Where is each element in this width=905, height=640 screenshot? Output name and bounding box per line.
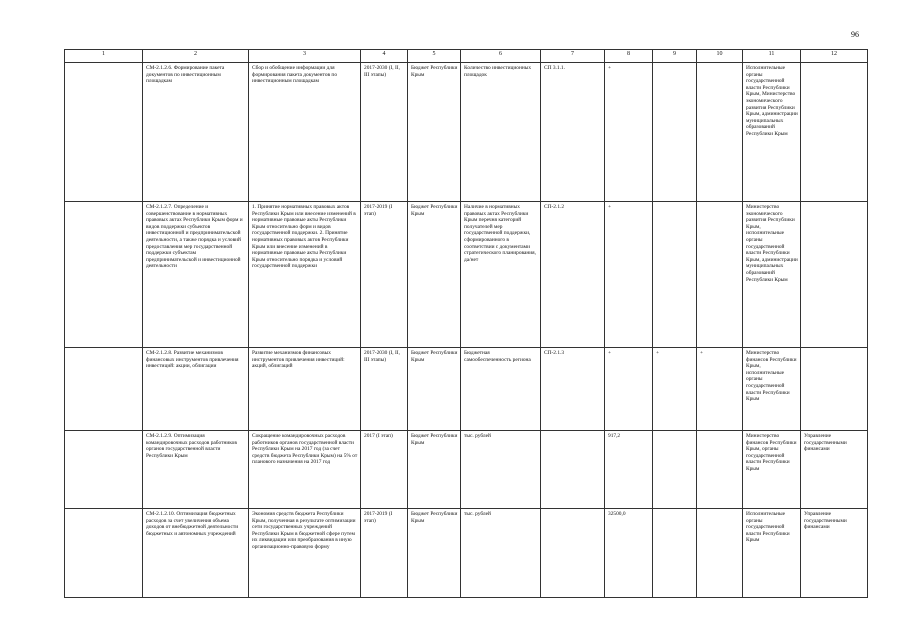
cell-funding-source: Бюджет Республики Крым	[408, 348, 461, 431]
cell-indicator: Наличие в нормативных правовых актах Республики Крым перечня категорий получателей мер государственной поддержки, сформированного в соответствии с документами стратегического планирования, да/нет	[461, 202, 541, 348]
cell-activity: Развитие механизмов финансовых инструментов привлечения инвестиций: акций, облигаций	[249, 348, 361, 431]
cell-indicator: Бюджетная самообеспеченность региона	[461, 348, 541, 431]
cell-stage-3: +	[697, 348, 743, 431]
cell-stage-1: 32500,0	[605, 509, 653, 598]
cell-program-ref: СП-2.1.2	[541, 202, 605, 348]
cell-stage-2	[653, 63, 697, 202]
cell-measure-code: СМ-2.1.2.10. Оптимизация бюджетных расходов за счет увеличения объема доходов от внебюджетной деятельности бюджетных и автономных учреждений	[143, 509, 249, 598]
cell-program: Управление государственными финансами	[801, 431, 868, 509]
cell-period: 2017 (I этап)	[361, 431, 408, 509]
col-header-11: 11	[743, 50, 801, 63]
cell-indicator: тыс. рублей	[461, 509, 541, 598]
cell-program-ref	[541, 431, 605, 509]
cell-responsible: Министерство финансов Республики Крым, исполнительные органы государственной власти Республики Крым	[743, 348, 801, 431]
col-header-9: 9	[653, 50, 697, 63]
col-header-1: 1	[65, 50, 143, 63]
cell-funding-source: Бюджет Республики Крым	[408, 431, 461, 509]
col-header-12: 12	[801, 50, 868, 63]
cell-stage-2	[653, 202, 697, 348]
col-header-4: 4	[361, 50, 408, 63]
cell-responsible: Исполнительные органы государственной власти Республики Крым, Министерство экономического развития Республики Крым, администрации муниципальных образований Республики Крым	[743, 63, 801, 202]
cell-col1	[65, 431, 143, 509]
cell-activity: 1. Принятие нормативных правовых актов Республики Крым или внесение изменений в нормативные правовые акты Республики Крым относительно форм и видов государственной поддержки. 2. Принятие нормативных правовых актов Республики Крым или внесение изменений в нормативные правовые акты Республики Крым относительно порядка и условий государственной поддержки	[249, 202, 361, 348]
cell-stage-1: +	[605, 348, 653, 431]
cell-funding-source: Бюджет Республики Крым	[408, 63, 461, 202]
cell-activity: Экономия средств бюджета Республики Крым, полученная в результате оптимизации сети государственных учреждений Республики Крым в бюджетной сфере путем их ликвидации или преобразования в иную организационно-правовую форму	[249, 509, 361, 598]
cell-col1	[65, 348, 143, 431]
col-header-5: 5	[408, 50, 461, 63]
table-row	[65, 348, 868, 431]
cell-stage-3	[697, 509, 743, 598]
cell-program	[801, 202, 868, 348]
table-row	[65, 202, 868, 348]
col-header-3: 3	[249, 50, 361, 63]
page-number: 96	[851, 30, 859, 39]
cell-stage-1: 917,2	[605, 431, 653, 509]
cell-period: 2017-2019 (I этап)	[361, 509, 408, 598]
col-header-7: 7	[541, 50, 605, 63]
cell-funding-source: Бюджет Республики Крым	[408, 202, 461, 348]
cell-stage-2	[653, 509, 697, 598]
cell-stage-3	[697, 63, 743, 202]
cell-stage-1: +	[605, 63, 653, 202]
cell-program	[801, 348, 868, 431]
cell-responsible: Исполнительные органы государственной власти Республики Крым	[743, 509, 801, 598]
cell-program-ref: СП-2.1.3	[541, 348, 605, 431]
column-number-row	[65, 50, 868, 63]
cell-period: 2017-2030 (I, II, III этапы)	[361, 63, 408, 202]
cell-stage-3	[697, 431, 743, 509]
cell-stage-2	[653, 431, 697, 509]
cell-indicator: тыс. рублей	[461, 431, 541, 509]
cell-funding-source: Бюджет Республики Крым	[408, 509, 461, 598]
cell-activity: Сокращение командировочных расходов работников органов государственной власти Республики Крым на 2017 год (за счет средств бюджета Республики Крым) на 5% от планового назначения на 2017 год	[249, 431, 361, 509]
cell-period: 2017-2019 (I этап)	[361, 202, 408, 348]
cell-measure-code: СМ-2.1.2.7. Определение и совершенствование в нормативных правовых актах Республики Крым форм и видов поддержки субъектов инвестиционной и предпринимательской деятельности, а также порядка и условий предоставления мер государственной поддержки субъектам предпринимательской и инвестиционной деятельности	[143, 202, 249, 348]
cell-measure-code: СМ-2.1.2.8. Развитие механизмов финансовых инструментов привлечения инвестиций: акции, облигации	[143, 348, 249, 431]
cell-col1	[65, 202, 143, 348]
cell-period: 2017-2030 (I, II, III этапы)	[361, 348, 408, 431]
cell-indicator: Количество инвестиционных площадок	[461, 63, 541, 202]
cell-col1	[65, 509, 143, 598]
cell-measure-code: СМ-2.1.2.6. Формирование пакета документов по инвестиционным площадкам	[143, 63, 249, 202]
cell-responsible: Министерство финансов Республики Крым, органы государственной власти Республики Крым	[743, 431, 801, 509]
cell-responsible: Министерство экономического развития Республики Крым, исполнительные органы государственной власти Республики Крым, администрации муниципальных образований Республики Крым	[743, 202, 801, 348]
table-row	[65, 509, 868, 598]
col-header-2: 2	[143, 50, 249, 63]
col-header-8: 8	[605, 50, 653, 63]
table-row	[65, 431, 868, 509]
cell-measure-code: СМ-2.1.2.9. Оптимизация командировочных расходов работников органов государственной власти Республики Крым	[143, 431, 249, 509]
cell-col1	[65, 63, 143, 202]
col-header-10: 10	[697, 50, 743, 63]
table-row	[65, 63, 868, 202]
col-header-6: 6	[461, 50, 541, 63]
cell-program: Управление государственными финансами	[801, 509, 868, 598]
cell-stage-2: +	[653, 348, 697, 431]
measures-table	[64, 49, 868, 598]
cell-program	[801, 63, 868, 202]
cell-stage-3	[697, 202, 743, 348]
cell-stage-1: +	[605, 202, 653, 348]
cell-program-ref: СП 3.1.1.	[541, 63, 605, 202]
cell-program-ref	[541, 509, 605, 598]
cell-activity: Сбор и обобщение информации для формирования пакета документов по инвестиционным площадкам	[249, 63, 361, 202]
